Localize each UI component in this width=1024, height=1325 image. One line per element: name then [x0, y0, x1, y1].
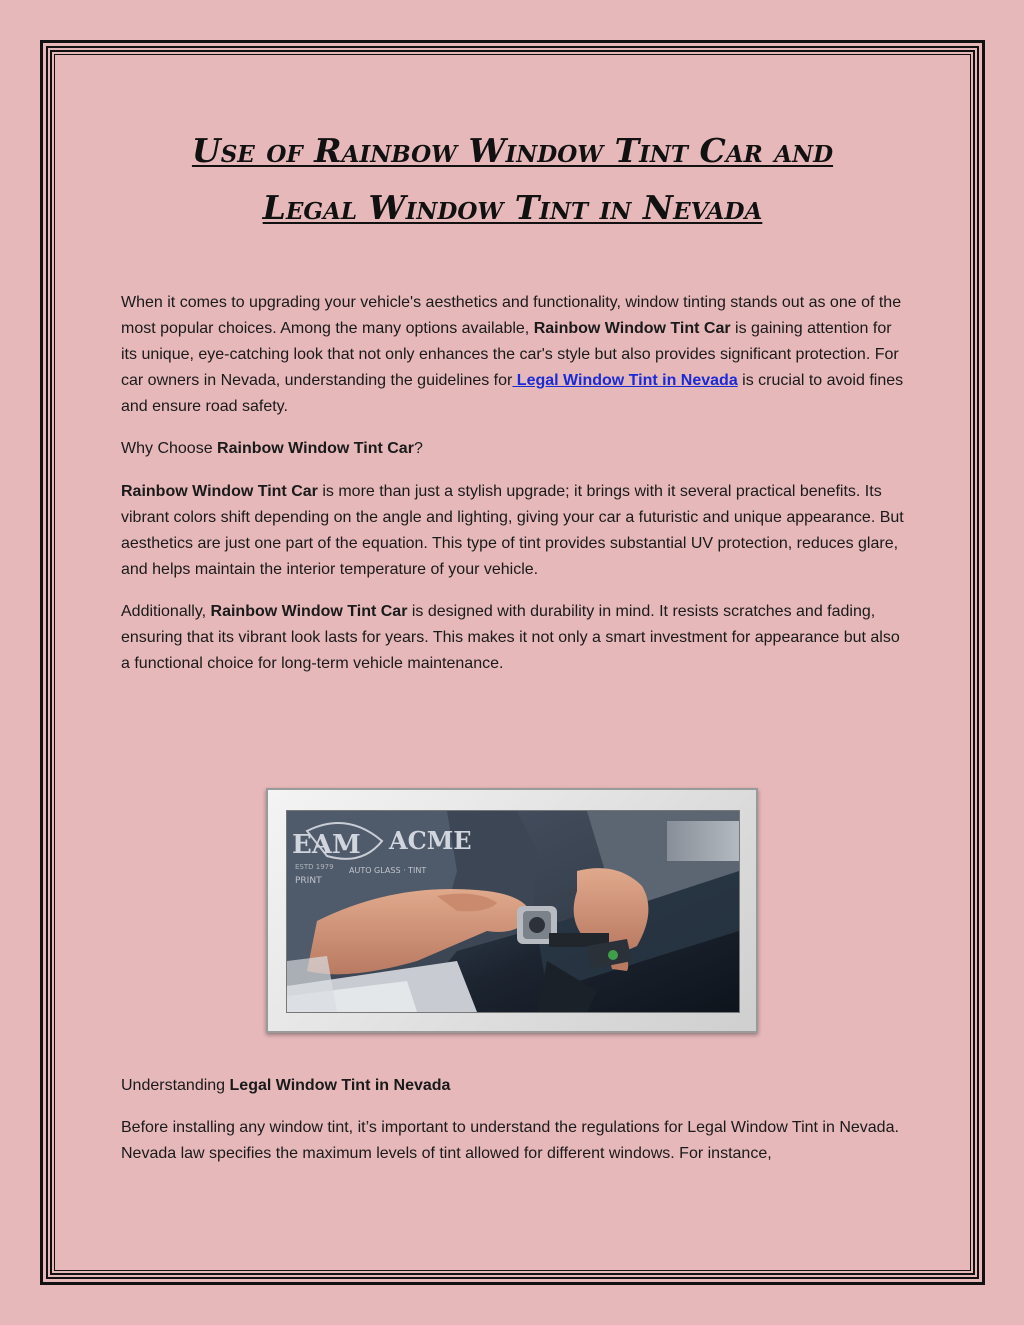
why-text: Why Choose — [121, 440, 218, 457]
regulations-paragraph — [121, 1115, 911, 1167]
page-title — [60, 122, 965, 236]
shirt-text-acme: ACME — [389, 826, 472, 855]
benefits-bold-keyword: Rainbow Window Tint Car — [121, 483, 318, 500]
understanding-heading — [121, 1073, 911, 1099]
page-title-line-1: Use of Rainbow Window Tint Car and — [191, 131, 834, 170]
tint-installation-photo — [286, 810, 740, 1013]
benefits-text: is more than just a stylish upgrade; it brings with it several practical benefits. Its vibrant colors shift depending on the angle and lighting, giving your car a futuristic and unique appearance. But aesthetics are just one part of the equation. This type of tint provides substantial UV protection, reduces glare, and helps maintain the interior temperature of your vehicle. — [121, 483, 904, 578]
intro-bold-keyword: Rainbow Window Tint Car — [533, 320, 731, 337]
benefits-paragraph — [121, 479, 911, 583]
legal-window-tint-link[interactable]: Legal Window Tint in Nevada — [512, 372, 738, 389]
shirt-text-print: PRINT — [295, 876, 322, 886]
durability-paragraph — [121, 599, 911, 677]
why-bold-keyword: Rainbow Window Tint Car — [217, 440, 414, 457]
photo-frame — [266, 788, 758, 1033]
understanding-bold-keyword: Legal Window Tint in Nevada — [229, 1077, 451, 1094]
intro-paragraph — [121, 290, 911, 420]
intro-text-3: is crucial to avoid fines and ensure road safety. — [121, 372, 904, 415]
page-title-line-2: Legal Window Tint in Nevada — [262, 188, 763, 227]
shirt-text-estd: ESTD 1979 — [295, 863, 334, 871]
photo-illustration — [287, 811, 739, 1012]
durability-bold-keyword: Rainbow Window Tint Car — [210, 603, 408, 620]
shirt-text-eam: EAM — [292, 830, 361, 860]
why-choose-heading — [121, 436, 911, 462]
why-end: ? — [413, 440, 423, 457]
durability-text-1: Additionally, — [121, 603, 211, 620]
durability-text-2: is designed with durability in mind. It resists scratches and fading, ensuring that its vibrant look lasts for years. This makes it not only a smart investment for appearance but also a functional choice for long-term vehicle maintenance. — [121, 603, 900, 672]
understanding-text: Understanding — [121, 1077, 230, 1094]
intro-text-2: is gaining attention for its unique, eye-catching look that not only enhances the car's style but also provides significant protection. For car owners in Nevada, understanding the guidelines for — [121, 320, 899, 389]
shirt-text-autoglass: AUTO GLASS · TINT — [349, 866, 427, 875]
regulations-text: Before installing any window tint, it’s important to understand the regulations for Legal Window Tint in Nevada. Nevada law specifies the maximum levels of tint allowed for different windows. For instance, — [121, 1119, 899, 1162]
intro-text-1: When it comes to upgrading your vehicle's aesthetics and functionality, window tinting stands out as one of the most popular choices. Among the many options available, — [121, 294, 902, 337]
